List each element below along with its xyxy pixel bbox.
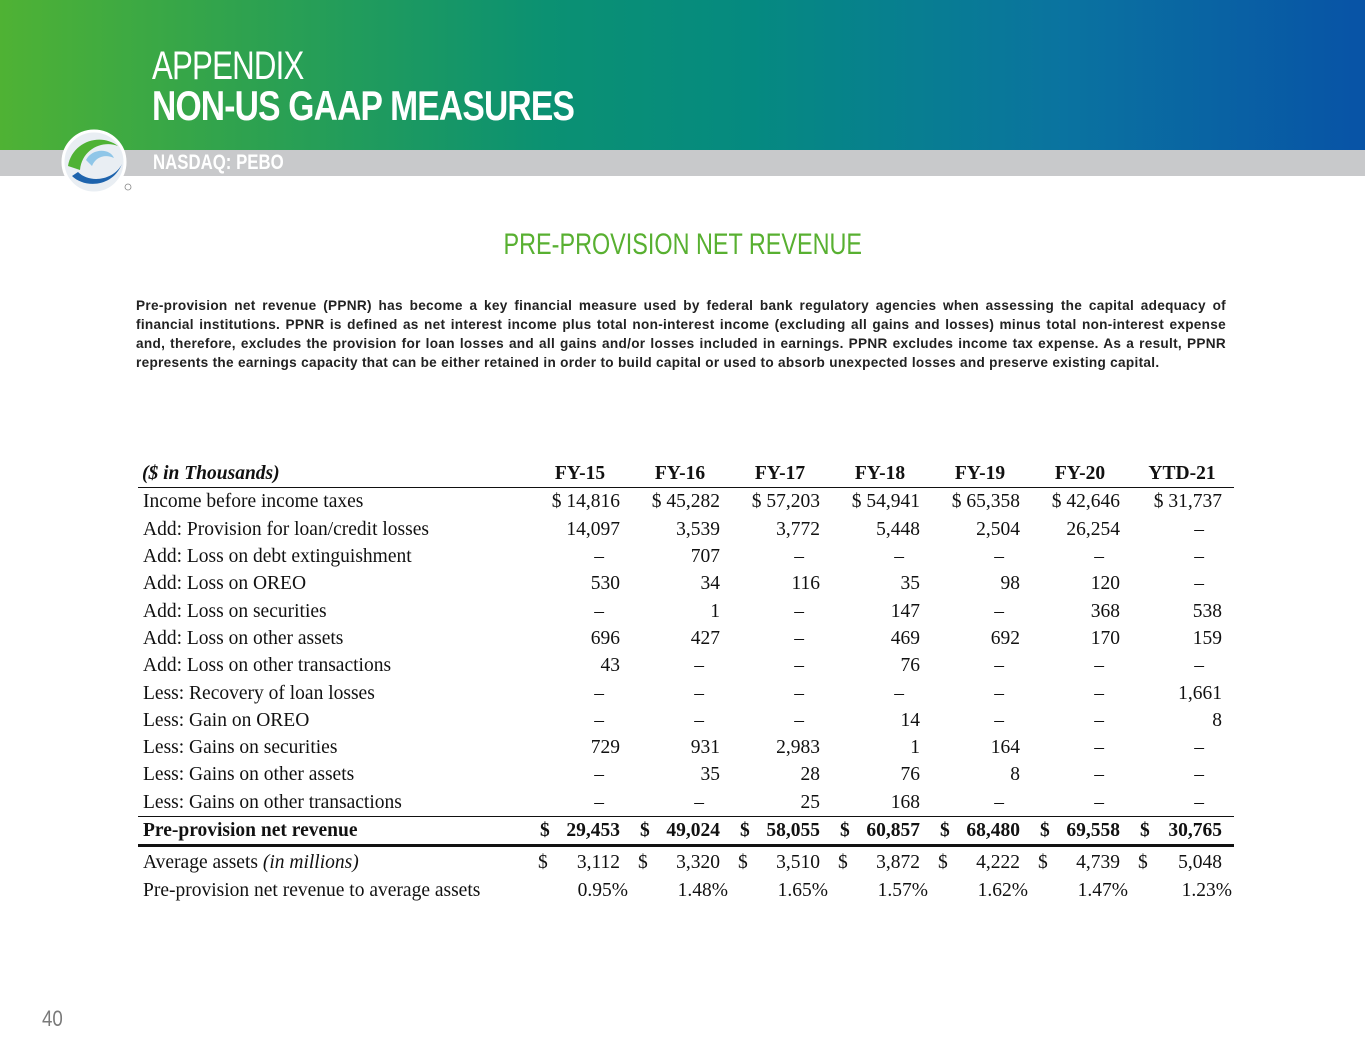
- currency-symbol: $: [638, 852, 648, 874]
- table-cell: –: [694, 709, 704, 731]
- table-cell: 1.47%: [1077, 879, 1128, 901]
- table-cell: 8: [1010, 764, 1020, 786]
- table-cell: –: [1194, 655, 1204, 677]
- table-cell: 427: [690, 627, 720, 649]
- table-cell: 170: [1090, 627, 1120, 649]
- row-label: Add: Loss on OREO: [143, 573, 307, 595]
- cell-value: 69,558: [1066, 820, 1120, 841]
- table-cell: –: [894, 546, 904, 568]
- currency-symbol: $: [740, 820, 750, 841]
- table-cell: $ 42,646: [1051, 491, 1120, 513]
- table-cell: –: [594, 709, 604, 731]
- table-cell: 707: [690, 546, 720, 568]
- table-cell: 8: [1212, 709, 1222, 731]
- table-cell: $ 31,737: [1153, 491, 1222, 513]
- table-row: [138, 707, 1234, 734]
- table-cell: 538: [1192, 600, 1222, 622]
- currency-symbol: $: [540, 820, 550, 841]
- table-cell: –: [794, 709, 804, 731]
- table-cell: 147: [890, 600, 920, 622]
- column-header: FY-18: [830, 460, 930, 488]
- row-label: Income before income taxes: [143, 491, 364, 513]
- table-cell: 5,448: [876, 518, 920, 540]
- table-cell: 1,661: [1178, 682, 1222, 704]
- table-cell: [1030, 846, 1130, 877]
- column-header: FY-19: [930, 460, 1030, 488]
- table-cell: [830, 846, 930, 877]
- cell-value: 3,510: [776, 852, 820, 874]
- table-cell: –: [1094, 655, 1104, 677]
- table-cell: 1.48%: [677, 879, 728, 901]
- table-cell: 692: [990, 627, 1020, 649]
- table-row: [138, 516, 1234, 543]
- table-cell: –: [694, 791, 704, 813]
- table-cell: $ 45,282: [651, 491, 720, 513]
- table-cell: –: [594, 600, 604, 622]
- table-cell: 35: [900, 573, 920, 595]
- table-cell: –: [794, 682, 804, 704]
- table-cell: 26,254: [1066, 518, 1120, 540]
- row-label: Pre-provision net revenue to average assets: [143, 879, 481, 901]
- table-cell: –: [594, 764, 604, 786]
- table-header-row: [138, 460, 1234, 488]
- currency-symbol: $: [940, 820, 950, 841]
- row-label: Less: Gains on other transactions: [143, 791, 402, 813]
- currency-symbol: $: [640, 820, 650, 841]
- currency-symbol: $: [838, 852, 848, 874]
- table-cell: –: [794, 655, 804, 677]
- table-cell: 76: [900, 655, 920, 677]
- table-row: [138, 789, 1234, 817]
- table-cell: –: [894, 682, 904, 704]
- ppnr-table: [138, 460, 1234, 904]
- table-cell: –: [1194, 764, 1204, 786]
- table-cell: 2,983: [776, 737, 820, 759]
- table-cell: –: [1094, 682, 1104, 704]
- table-cell: 43: [600, 655, 620, 677]
- section-title: PRE-PROVISION NET REVENUE: [503, 228, 862, 261]
- average-assets-row: [138, 846, 1234, 877]
- table-cell: 14: [900, 709, 920, 731]
- column-header: FY-15: [530, 460, 630, 488]
- currency-symbol: $: [738, 852, 748, 874]
- column-header: YTD-21: [1130, 460, 1234, 488]
- currency-symbol: $: [1138, 852, 1148, 874]
- table-cell: [530, 816, 630, 845]
- table-cell: 25: [800, 791, 820, 813]
- units-label: ($ in Thousands): [138, 460, 530, 488]
- company-logo-icon: [58, 126, 134, 196]
- table-cell: –: [994, 709, 1004, 731]
- table-row: [138, 488, 1234, 516]
- table-cell: –: [994, 655, 1004, 677]
- currency-symbol: $: [840, 820, 850, 841]
- table-cell: –: [694, 682, 704, 704]
- table-cell: [730, 846, 830, 877]
- table-cell: 0.95%: [577, 879, 628, 901]
- currency-symbol: $: [1038, 852, 1048, 874]
- table-cell: –: [594, 682, 604, 704]
- cell-value: 5,048: [1178, 852, 1222, 874]
- table-cell: [930, 816, 1030, 845]
- table-cell: $ 65,358: [951, 491, 1020, 513]
- cell-value: 68,480: [966, 820, 1020, 841]
- column-header: FY-17: [730, 460, 830, 488]
- table-row: [138, 570, 1234, 597]
- table-cell: 159: [1192, 627, 1222, 649]
- table-cell: 120: [1090, 573, 1120, 595]
- table-cell: –: [594, 546, 604, 568]
- table-cell: 368: [1090, 600, 1120, 622]
- table-row: [138, 679, 1234, 706]
- table-cell: 35: [700, 764, 720, 786]
- table-cell: 3,772: [776, 518, 820, 540]
- row-label: Less: Gains on securities: [143, 737, 338, 759]
- appendix-title: APPENDIX: [152, 44, 304, 88]
- table-cell: 164: [990, 737, 1020, 759]
- table-cell: –: [1194, 737, 1204, 759]
- table-cell: 530: [590, 573, 620, 595]
- table-cell: $ 14,816: [551, 491, 620, 513]
- table-row: [138, 543, 1234, 570]
- table-cell: –: [1094, 764, 1104, 786]
- row-label: Add: Loss on other transactions: [143, 655, 392, 677]
- table-cell: 1.57%: [877, 879, 928, 901]
- table-cell: 1: [710, 600, 720, 622]
- cell-value: 4,739: [1076, 852, 1120, 874]
- currency-symbol: $: [938, 852, 948, 874]
- table-cell: –: [1194, 791, 1204, 813]
- table-cell: –: [1094, 546, 1104, 568]
- table-cell: –: [994, 546, 1004, 568]
- table-cell: [730, 816, 830, 845]
- cell-value: 49,024: [666, 820, 720, 841]
- table-cell: 98: [1000, 573, 1020, 595]
- ppnr-ratio-row: [138, 876, 1234, 903]
- table-cell: –: [994, 600, 1004, 622]
- table-cell: [1130, 816, 1234, 845]
- table-cell: $ 57,203: [751, 491, 820, 513]
- currency-symbol: $: [538, 852, 548, 874]
- cell-value: 4,222: [976, 852, 1020, 874]
- currency-symbol: $: [1040, 820, 1050, 841]
- cell-value: 30,765: [1168, 820, 1222, 841]
- table-cell: –: [1094, 709, 1104, 731]
- table-cell: –: [794, 600, 804, 622]
- table-cell: [930, 846, 1030, 877]
- table-cell: –: [1194, 573, 1204, 595]
- table-cell: –: [794, 546, 804, 568]
- table-row: [138, 625, 1234, 652]
- row-label: Add: Loss on securities: [143, 600, 327, 622]
- table-cell: –: [1194, 518, 1204, 540]
- row-label: Less: Recovery of loan losses: [143, 682, 375, 704]
- table-cell: 3,539: [676, 518, 720, 540]
- table-cell: –: [594, 791, 604, 813]
- page-title: NON-US GAAP MEASURES: [152, 82, 575, 129]
- table-cell: 28: [800, 764, 820, 786]
- row-label: Average assets (in millions): [143, 852, 359, 874]
- column-header: FY-20: [1030, 460, 1130, 488]
- table-row: [138, 652, 1234, 679]
- row-label: Less: Gain on OREO: [143, 709, 310, 731]
- currency-symbol: $: [1140, 820, 1150, 841]
- table-cell: 1.65%: [777, 879, 828, 901]
- total-row: [138, 816, 1234, 845]
- cell-value: 3,320: [676, 852, 720, 874]
- table-row: [138, 597, 1234, 624]
- table-cell: 14,097: [566, 518, 620, 540]
- row-label: Pre-provision net revenue: [138, 816, 530, 845]
- table-cell: [630, 846, 730, 877]
- table-cell: –: [994, 682, 1004, 704]
- table-cell: [530, 846, 630, 877]
- ppnr-description: Pre-provision net revenue (PPNR) has become a key financial measure used by federal bank regulatory agencies when assessing the capital adequacy of financial institutions. PPNR is defined as net interest income plus total non-interest income (excluding all gains and losses) minus total non-interest expense and, therefore, excludes the provision for loan losses and all gains and/or losses included in earnings. PPNR excludes income tax expense. As a result, PPNR represents the earnings capacity that can be either retained in order to build capital or used to absorb unexpected losses and preserve existing capital.: [136, 298, 1226, 370]
- table-cell: –: [1194, 546, 1204, 568]
- table-cell: –: [994, 791, 1004, 813]
- table-cell: $ 54,941: [851, 491, 920, 513]
- table-cell: –: [1094, 737, 1104, 759]
- table-cell: 2,504: [976, 518, 1020, 540]
- cell-value: 29,453: [566, 820, 620, 841]
- cell-value: 3,872: [876, 852, 920, 874]
- table-row: [138, 761, 1234, 788]
- table-cell: –: [694, 655, 704, 677]
- table-cell: [830, 816, 930, 845]
- table-cell: 168: [890, 791, 920, 813]
- table-cell: –: [794, 627, 804, 649]
- table-cell: 1.62%: [977, 879, 1028, 901]
- table-cell: [1030, 816, 1130, 845]
- row-label: Add: Loss on other assets: [143, 627, 344, 649]
- table-cell: 1.23%: [1181, 879, 1232, 901]
- ticker-label: NASDAQ: PEBO: [153, 151, 284, 174]
- row-label: Add: Loss on debt extinguishment: [143, 546, 412, 568]
- row-label: Add: Provision for loan/credit losses: [143, 518, 429, 540]
- cell-value: 60,857: [866, 820, 920, 841]
- table-cell: 931: [690, 737, 720, 759]
- row-label: Less: Gains on other assets: [143, 764, 355, 786]
- table-cell: 76: [900, 764, 920, 786]
- table-cell: 1: [910, 737, 920, 759]
- table-row: [138, 734, 1234, 761]
- table-cell: –: [1094, 791, 1104, 813]
- page-number: 40: [42, 1006, 63, 1031]
- table-cell: 696: [590, 627, 620, 649]
- table-cell: 469: [890, 627, 920, 649]
- table-cell: 116: [791, 573, 820, 595]
- table-cell: 34: [700, 573, 720, 595]
- table-cell: 729: [590, 737, 620, 759]
- cell-value: 58,055: [766, 820, 820, 841]
- table-cell: [630, 816, 730, 845]
- cell-value: 3,112: [576, 852, 620, 874]
- table-cell: [1130, 846, 1234, 877]
- column-header: FY-16: [630, 460, 730, 488]
